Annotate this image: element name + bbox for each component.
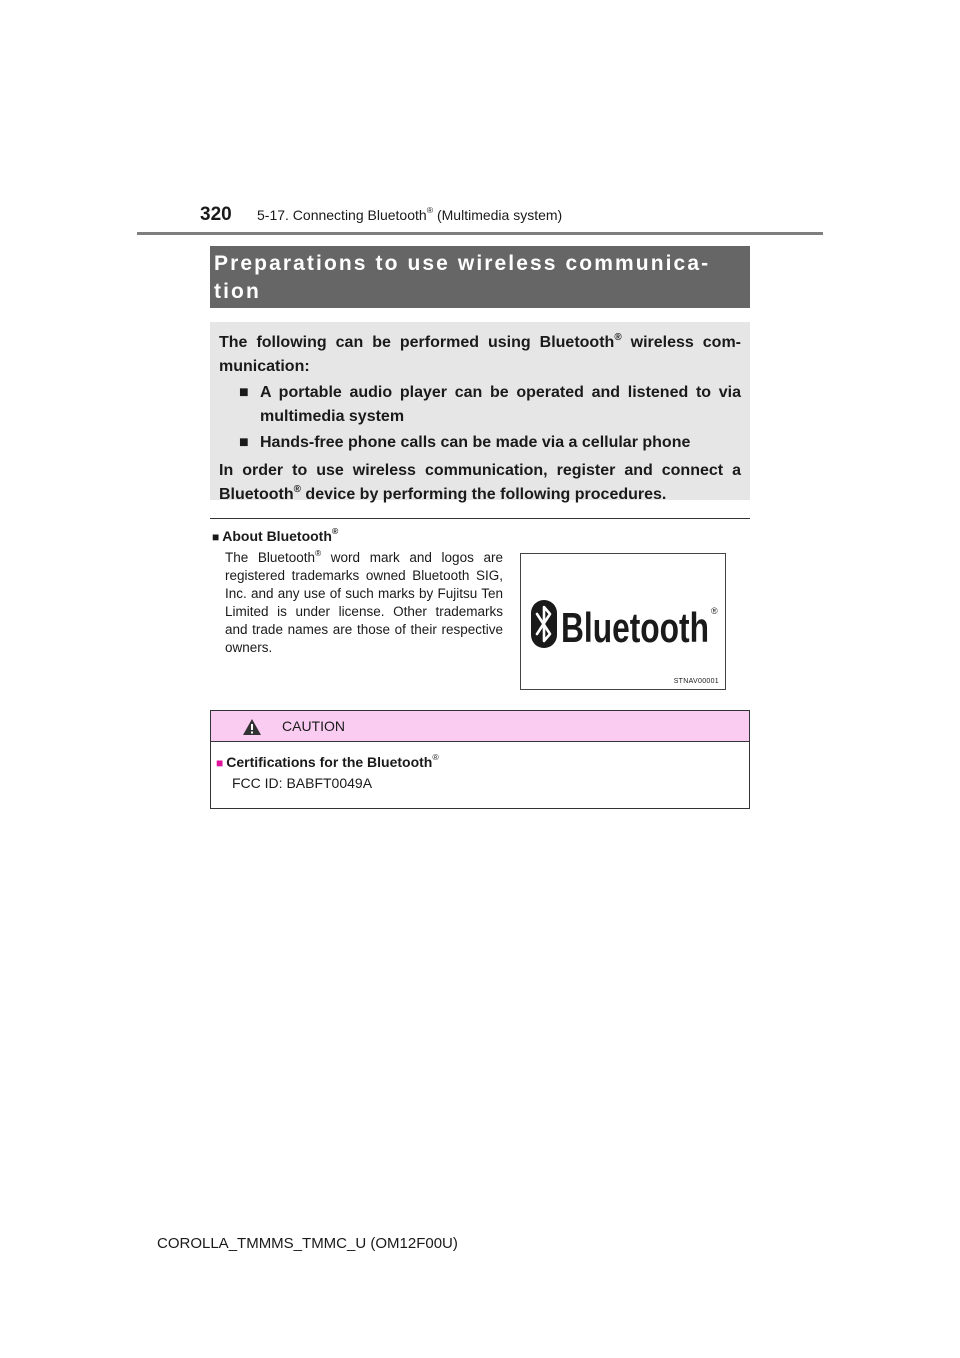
square-bullet-icon: ■ [239, 434, 249, 451]
caution-box [210, 710, 750, 809]
about-bluetooth-heading: ■ About Bluetooth® [212, 526, 339, 544]
certifications-heading: ■ Certifications for the Bluetooth® [216, 752, 439, 770]
intro-paragraph: In order to use wireless communication, register and connect a Bluetooth® device by performing the following procedures. [219, 462, 741, 503]
page-title-line-1: Preparations to use wireless communica- [214, 252, 711, 275]
square-bullet-icon: ■ [216, 756, 224, 770]
footer-model-code: COROLLA_TMMMS_TMMC_U (OM12F00U) [157, 1235, 458, 1252]
header-rule [137, 232, 823, 235]
about-bluetooth-text: The Bluetooth® word mark and logos are registered trademarks owned Bluetooth SIG, Inc. and any use of such marks by Fujitsu Ten Limited is under license. Other trademarks and trade names are those of their respective owners. [225, 547, 503, 655]
section-title: 5-17. Connecting Bluetooth® (Multimedia system) [257, 205, 563, 223]
warning-triangle-icon [242, 718, 262, 736]
registered-mark: ® [711, 606, 718, 616]
bluetooth-logo [521, 554, 725, 689]
bluetooth-logo-image [520, 553, 726, 690]
section-divider [210, 518, 750, 519]
page-number: 320 [200, 204, 232, 225]
square-bullet-icon: ■ [239, 384, 249, 401]
caution-header [211, 711, 749, 742]
bluetooth-rune-icon [531, 600, 557, 648]
intro-paragraph: The following can be performed using Bluetooth® wireless com-munication: [219, 331, 741, 375]
image-code: STNAV00001 [673, 678, 719, 685]
intro-box [210, 322, 750, 503]
caution-label: CAUTION [282, 718, 345, 734]
square-bullet-icon: ■ [212, 530, 220, 544]
fcc-id: FCC ID: BABFT0049A [232, 775, 373, 791]
intro-bullet-item: ■ Hands-free phone calls can be made via a cellular phone [239, 431, 741, 455]
page-title [210, 246, 750, 308]
intro-bullet-item: ■ A portable audio player can be operated and listened to via multimedia system [239, 381, 741, 429]
page-title-line-2: tion [214, 280, 261, 303]
bluetooth-wordmark: Bluetooth [561, 604, 709, 651]
